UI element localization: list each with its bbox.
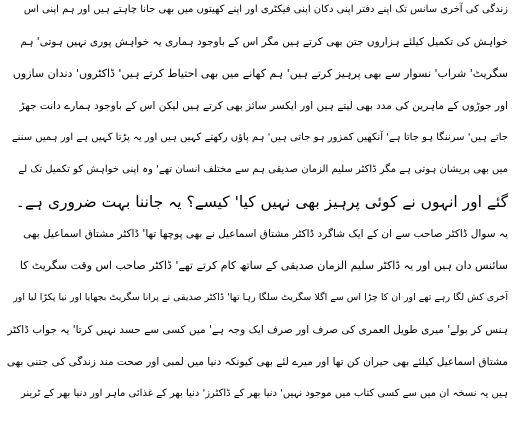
column-text	[4, 0, 508, 410]
text-line: سائنس دان ہیں اور یہ ڈاکٹر سلیم الزمان صدیقی کے ساتھ کام کرتے تھے' ڈاکٹر صاحب اس وقت سگریٹ کا	[19, 259, 508, 272]
text-line: یہ سوال ڈاکٹر صاحب سے ان کے ایک شاگرد ڈاکٹر مشتاق اسماعیل نے بھی پوچھا تھا' ڈاکٹر مشتاق اسماعیل بھی	[23, 228, 508, 240]
text-line: سگریٹ' شراب' نسوار سے بھی پرہیز کرتے ہیں' ہم کھانے میں بھی احتیاط کرتے ہیں' ڈاکٹروں' دندان سازوں	[12, 67, 508, 80]
text-line: جاتے ہیں' سرننگا ہو جاتا ہے' آنکھیں کمزور ہو جاتی ہیں' ہم پاؤں رکھتے کہیں ہیں اور یہ پڑتا کہیں ہے اور ہمیں سننے	[11, 132, 508, 143]
text-line: ہنس کر بولے' میری طویل العمری کی صرف اور صرف ایک وجہ ہے' میں کسی سے حسد نہیں کرتا' یہ جواب ڈاکٹر	[7, 324, 508, 336]
text-line: زندگی کی آخری سانس تک اپنے دفتر اپنی دکان اپنی فیکٹری اور اپنے کھیتوں میں بھی جانا چاہتے ہیں اور ہم اپنی اس	[23, 4, 508, 15]
text-line: ہیں یہ نسخہ ان میں سے کسی کتاب میں موجود نہیں' دنیا بھر کے ڈاکٹرز' دنیا بھر کے غذائی ماہر اور دنیا بھر کے ٹرینر	[20, 388, 508, 399]
text-line: گئے اور انہوں نے کوئی پرہیز بھی نہیں کیا' کیسے؟ یہ جاننا بہت ضروری ہے۔	[15, 193, 508, 211]
text-line: خواہش کی تکمیل کیلئے ہزاروں جتن بھی کرتے ہیں مگر اس کے باوجود ہماری یہ خواہش پوری نہیں ہوتی' ہم	[20, 36, 508, 48]
text-line: میں بھی پریشان ہوتی ہے مگر ڈاکٹر سلیم الزمان صدیقی ہم سے مختلف انسان تھے' وہ اپنی خواہش کو تکمیل تک لے	[18, 164, 508, 175]
text-line: مشتاق اسماعیل کیلئے بھی حیران کن تھا اور میرے لئے بھی کیونکہ دنیا میں لمبی اور صحت مند زندگی کی جتنی بھی	[6, 356, 508, 368]
text-line: اور جوڑوں کے ماہرین کی مدد بھی لیتے ہیں اور ایکسر سائز بھی کرتے ہیں لیکن اس کے باوجود ہمارے دانت جھڑ	[19, 100, 508, 112]
text-line: آخری کش لگا رہے تھے اور ان کا چڑا اس سے اگلا سگریٹ سلگا رہا تھا' ڈاکٹر صدیقی نے پرانا سگریٹ بجھایا اور نیا پکڑا لیا اور	[13, 292, 508, 303]
